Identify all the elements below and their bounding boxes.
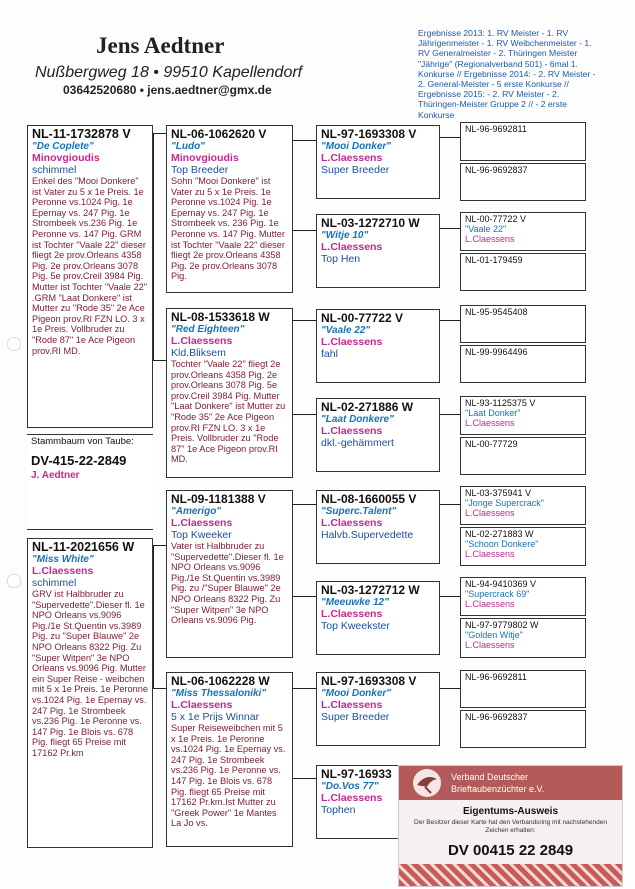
- pigeon-color: dkl.-gehämmert: [321, 437, 394, 449]
- ring-number: NL-02-271886 W: [321, 400, 414, 414]
- ring-number: NL-00-77729: [465, 439, 518, 449]
- pigeon-color: Kld.Bliksem: [171, 347, 226, 359]
- gen4-box: [460, 710, 586, 748]
- connector: [153, 360, 166, 361]
- connector: [293, 596, 316, 597]
- ring-number: NL-03-375941 V: [465, 488, 532, 498]
- gen3-box: [316, 490, 440, 564]
- breeder-name: L.Claessens: [171, 699, 233, 711]
- gen3-box: [316, 581, 440, 655]
- punch-hole: [7, 337, 21, 351]
- connector: [293, 230, 316, 231]
- results-text: Ergebnisse 2013: 1. RV Meister - 1. RV Jährigenmeister - 1. RV Weibchenmeister - 1. RV Generalmeister - 2. Thüringen Meister "Jährige" (Regionalverband 501) - 6mal 1. Konkurse // Ergebnisse 2014: - 2. RV Meister - 2. General-Meister - 5 erste Konkurse // Ergebnisse 2015: - 2. RV Meister - 2. Thüringen-Meister Gruppe 2 // - 2 erste Konkurse: [418, 28, 596, 120]
- ring-number: NL-93-1125375 V: [465, 398, 536, 408]
- pigeon-name: "Miss White": [32, 554, 94, 565]
- gen2-box: [166, 490, 293, 658]
- connector: [440, 596, 460, 597]
- connector: [153, 545, 154, 688]
- gen4-box: [460, 163, 586, 201]
- pigeon-color: Super Breeder: [321, 711, 390, 723]
- gen4-box: [460, 527, 586, 566]
- pigeon-description: Enkel des "Mooi Donkere" ist Vater zu 5 x 1e Preis. 1e Peronne vs.1024 Pig. 1e Epernay vs. 247 Pig. 1e Strombeek vs.236 Pig. 1e Peronne vs. 147 Pig. GRM ist Tochter "Vaale 22" dieser fliegt 2e prov.Orleans 4358 Pig. 2e prov.Orleans 3078 Pig. 5e prov.Creil 3984 Pig. Mutter ist Tochter "Vaale 22" .GRM "Laat Donkere" ist Mutter zu "Rode 35" 2e Ace Pigeon prov.RI FZN LO. 3 x 1e Preis. Vollbruder zu "Rode 87" 1e Ace Pigeon prov.RI MD.: [32, 176, 147, 356]
- connector: [440, 414, 460, 415]
- pigeon-description: Tochter "Vaale 22" fliegt 2e prov.Orleans 4358 Pig. 2e prov.Orleans 3078 Pig. 5e prov.Creil 3984 Pig. Mutter "Laat Donkere" ist Mutter zu "Rode 35" 2e Ace Pigeon prov.RI FZN LO. 3 x 1e Preis. Vollbruder zu "Rode 87" 1e Ace Pigeon prov.RI MD.: [171, 359, 286, 465]
- connector: [153, 545, 166, 546]
- pigeon-name: "Witje 10": [321, 230, 369, 241]
- connector: [440, 320, 460, 321]
- ring-number: NL-08-1660055 V: [321, 492, 417, 506]
- pigeon-color: fahl: [321, 348, 338, 360]
- pigeon-color: Top Kweekster: [321, 620, 390, 632]
- gen4-box: [460, 345, 586, 383]
- connector: [293, 504, 316, 505]
- ring-number: NL-03-1272712 W: [321, 583, 420, 597]
- card-title: Eigentums-Ausweis: [462, 806, 559, 817]
- dove-icon: [407, 767, 447, 799]
- punch-hole: [7, 574, 21, 588]
- pigeon-name: "Red Eighteen": [171, 324, 245, 335]
- gen2-box: [166, 125, 293, 293]
- owner-name: Jens Aedtner: [96, 33, 225, 58]
- pigeon-name: "Ludo": [171, 141, 205, 152]
- breeder-name: L.Claessens: [465, 508, 515, 518]
- ring-number: NL-00-77722 V: [465, 214, 527, 224]
- pigeon-name: "De Coplete": [32, 141, 94, 152]
- breeder-name: L.Claessens: [465, 599, 515, 609]
- pigeon-name: "Laat Donker": [465, 408, 521, 418]
- connector: [293, 140, 316, 141]
- breeder-name: L.Claessens: [321, 425, 383, 437]
- pigeon-description: Super Reiseweibchen mit 5 x 1e Preis. 1e Peronne vs.1024 Pig. 1e Epernay vs. 247 Pig. 1e Strombeek vs.236 Pig. 1e Peronne vs. 147 Pig. 1e Blois vs. 678 Pig. fliegt 65 Preise mit 17162 Pr.km.Ist Mutter zu "Greek Power" 1e Mantes La Jo vs.: [171, 723, 286, 829]
- gen4-box: [460, 670, 586, 708]
- card-subtitle: Der Besitzer dieser Karte hat den Verbandsring mit nachstehenden Zeichen erhalten:: [414, 819, 607, 834]
- pedigree-ring: DV-415-22-2849: [31, 453, 127, 468]
- card-pattern-strip: [399, 864, 622, 886]
- connector: [440, 137, 460, 138]
- connector: [293, 320, 316, 321]
- pigeon-name: "Meeuwke 12": [321, 597, 389, 608]
- breeder-name: L.Claessens: [321, 699, 383, 711]
- gen4-box: [460, 122, 586, 161]
- pigeon-color: Top Hen: [321, 253, 361, 265]
- pigeon-name: "Miss Thessaloniki": [171, 688, 267, 699]
- ring-number: NL-97-16933: [321, 767, 392, 781]
- owner-address: Nußbergweg 18 • 99510 Kapellendorf: [35, 64, 303, 81]
- breeder-name: L.Claessens: [321, 608, 383, 620]
- ring-number: NL-99-9964496: [465, 347, 528, 357]
- pigeon-color: Top Kweeker: [171, 529, 232, 541]
- owner-contact: 03642520680 • jens.aedtner@gmx.de: [63, 83, 272, 97]
- breeder-name: Minovgioudis: [171, 152, 239, 164]
- pigeon-color: Super Breeder: [321, 164, 390, 176]
- pigeon-description: GRV ist Halbbruder zu "Supervedette".Dieser fl. 1e NPO Orleans vs.9096 Pig./1e St.Quentin vs.3989 Pig. zu "Super Blauwe" 2e NPO Orleans 8322 Pig. Zu "Super Witpen" 3e NPO Orleans vs.9096 Pig. Mutter ein Super Reise - weibchen mit 5 x 1e Preis. 1e Peronne vs.1024 Pig. 1e Epernay vs. 247 Pig. 1e Strombeek vs.236 Pig. 1e Peronne vs. 147 Pig. 1e Blois vs. 678 Pig. fliegt 65 Preise mit 17162 Pr.km: [32, 589, 148, 758]
- gen4-box: [460, 212, 586, 251]
- gen4-box: [460, 618, 586, 658]
- pigeon-color: Halvb.Supervedette: [321, 529, 414, 541]
- ring-number: NL-06-1062620 V: [171, 127, 267, 141]
- gen3-box: [316, 398, 440, 472]
- pigeon-description: Vater ist Halbbruder zu "Supervedette".Dieser fl. 1e NPO Orleans vs.9096 Pig./1e St.Quentin vs.3989 Pig. zu /"Super Blauwe" 2e NPO Orleans 8322 Pig. Zu "Super Witpen" 3e NPO Orleans vs.9096 Pig.: [171, 541, 284, 626]
- card-ring-number: DV 00415 22 2849: [447, 842, 574, 859]
- ring-number: NL-02-271883 W: [465, 529, 534, 539]
- pigeon-description: Sohn "Mooi Donkere" ist Vater zu 5 x 1e Preis. 1e Peronne vs.1024 Pig. 1e Epernay vs. 247 Pig. 1e Strombeek vs. 236 Pig. 1e Peronne vs. 147 Pig. Mutter ist Tochter "Vaale 22" dieser fliegt 2e prov.Orleans 4358 Pig. 2e prov.Orleans 3078 Pig.: [171, 176, 285, 282]
- pigeon-color: Tophen: [321, 804, 356, 816]
- connector: [153, 688, 166, 689]
- breeder-name: L.Claessens: [321, 792, 383, 804]
- gen4-box: [460, 396, 586, 435]
- gen3-box: [316, 309, 440, 383]
- gen4-box: [460, 305, 586, 343]
- pedigree-owner: J. Aedtner: [31, 470, 80, 481]
- pigeon-name: "Jonge Supercrack": [465, 498, 544, 508]
- gen4-box: [460, 253, 586, 291]
- gen3-box: [316, 672, 440, 746]
- pigeon-name: "Amerigo": [171, 506, 222, 517]
- connector: [293, 778, 316, 779]
- gen2-box: [166, 672, 293, 847]
- ring-number: NL-94-9410369 V: [465, 579, 537, 589]
- connector: [440, 688, 460, 689]
- ring-number: NL-97-1693308 V: [321, 127, 417, 141]
- connector: [440, 228, 460, 229]
- breeder-name: L.Claessens: [171, 335, 233, 347]
- ring-number: NL-97-1693308 V: [321, 674, 417, 688]
- pedigree-label: Stammbaum von Taube:: [31, 436, 134, 447]
- mother-box: [27, 538, 153, 848]
- pigeon-name: "Mooi Donker": [321, 141, 392, 152]
- pigeon-name: "Supercrack 69": [465, 589, 530, 599]
- pigeon-color: Top Breeder: [171, 164, 229, 176]
- ring-number: NL-11-1732878 V: [32, 127, 131, 141]
- ring-number: NL-11-2021656 W: [32, 540, 135, 554]
- ring-number: NL-96-9692811: [465, 124, 527, 134]
- breeder-name: L.Claessens: [321, 517, 383, 529]
- ownership-card: [398, 765, 623, 887]
- card-org-line1: Verband Deutscher: [451, 772, 529, 782]
- pigeon-name: "Laat Donkere": [321, 414, 394, 425]
- gen4-box: [460, 577, 586, 616]
- breeder-name: L.Claessens: [321, 152, 383, 164]
- pigeon-color: schimmel: [32, 164, 77, 176]
- ring-number: NL-01-179459: [465, 255, 523, 265]
- pigeon-color: schimmel: [32, 577, 77, 589]
- pigeon-name: "Schoon Donkere": [465, 539, 539, 549]
- connector: [153, 133, 166, 134]
- gen4-box: [460, 486, 586, 525]
- connector: [153, 134, 154, 360]
- pigeon-name: "Vaale 22": [465, 224, 507, 234]
- connector: [293, 688, 316, 689]
- breeder-name: Minovgioudis: [32, 152, 100, 164]
- ring-number: NL-96-9692811: [465, 672, 527, 682]
- connector: [293, 414, 316, 415]
- breeder-name: L.Claessens: [465, 549, 515, 559]
- gen3-box: [316, 125, 440, 199]
- father-box: [27, 125, 153, 428]
- gen2-box: [166, 308, 293, 478]
- pigeon-name: "Vaale 22": [321, 325, 371, 336]
- breeder-name: L.Claessens: [32, 565, 94, 577]
- ring-number: NL-00-77722 V: [321, 311, 404, 325]
- ring-number: NL-03-1272710 W: [321, 216, 420, 230]
- ring-number: NL-96-9692837: [465, 165, 528, 175]
- breeder-name: L.Claessens: [465, 640, 515, 650]
- pedigree-subject-box: [27, 434, 153, 530]
- ring-number: NL-06-1062228 W: [171, 674, 270, 688]
- pigeon-name: "Golden Witje": [465, 630, 523, 640]
- card-header: [399, 766, 622, 800]
- ring-number: NL-96-9692837: [465, 712, 528, 722]
- pigeon-name: "Superc.Talent": [321, 506, 397, 517]
- breeder-name: L.Claessens: [171, 517, 233, 529]
- pigeon-name: "Mooi Donker": [321, 688, 392, 699]
- ring-number: NL-09-1181388 V: [171, 492, 266, 506]
- connector: [440, 504, 460, 505]
- breeder-name: L.Claessens: [321, 336, 383, 348]
- ring-number: NL-97-9779802 W: [465, 620, 539, 630]
- ring-number: NL-95-9545408: [465, 307, 528, 317]
- gen3-box: [316, 214, 440, 288]
- breeder-name: L.Claessens: [465, 234, 515, 244]
- gen4-box: [460, 437, 586, 475]
- card-org-line2: Brieftaubenzüchter e.V.: [451, 784, 545, 794]
- pigeon-name: "Do.Vos 77": [321, 781, 379, 792]
- pigeon-color: 5 x 1e Prijs Winnar: [171, 711, 260, 723]
- breeder-name: L.Claessens: [465, 418, 515, 428]
- ring-number: NL-08-1533618 W: [171, 310, 270, 324]
- breeder-name: L.Claessens: [321, 241, 383, 253]
